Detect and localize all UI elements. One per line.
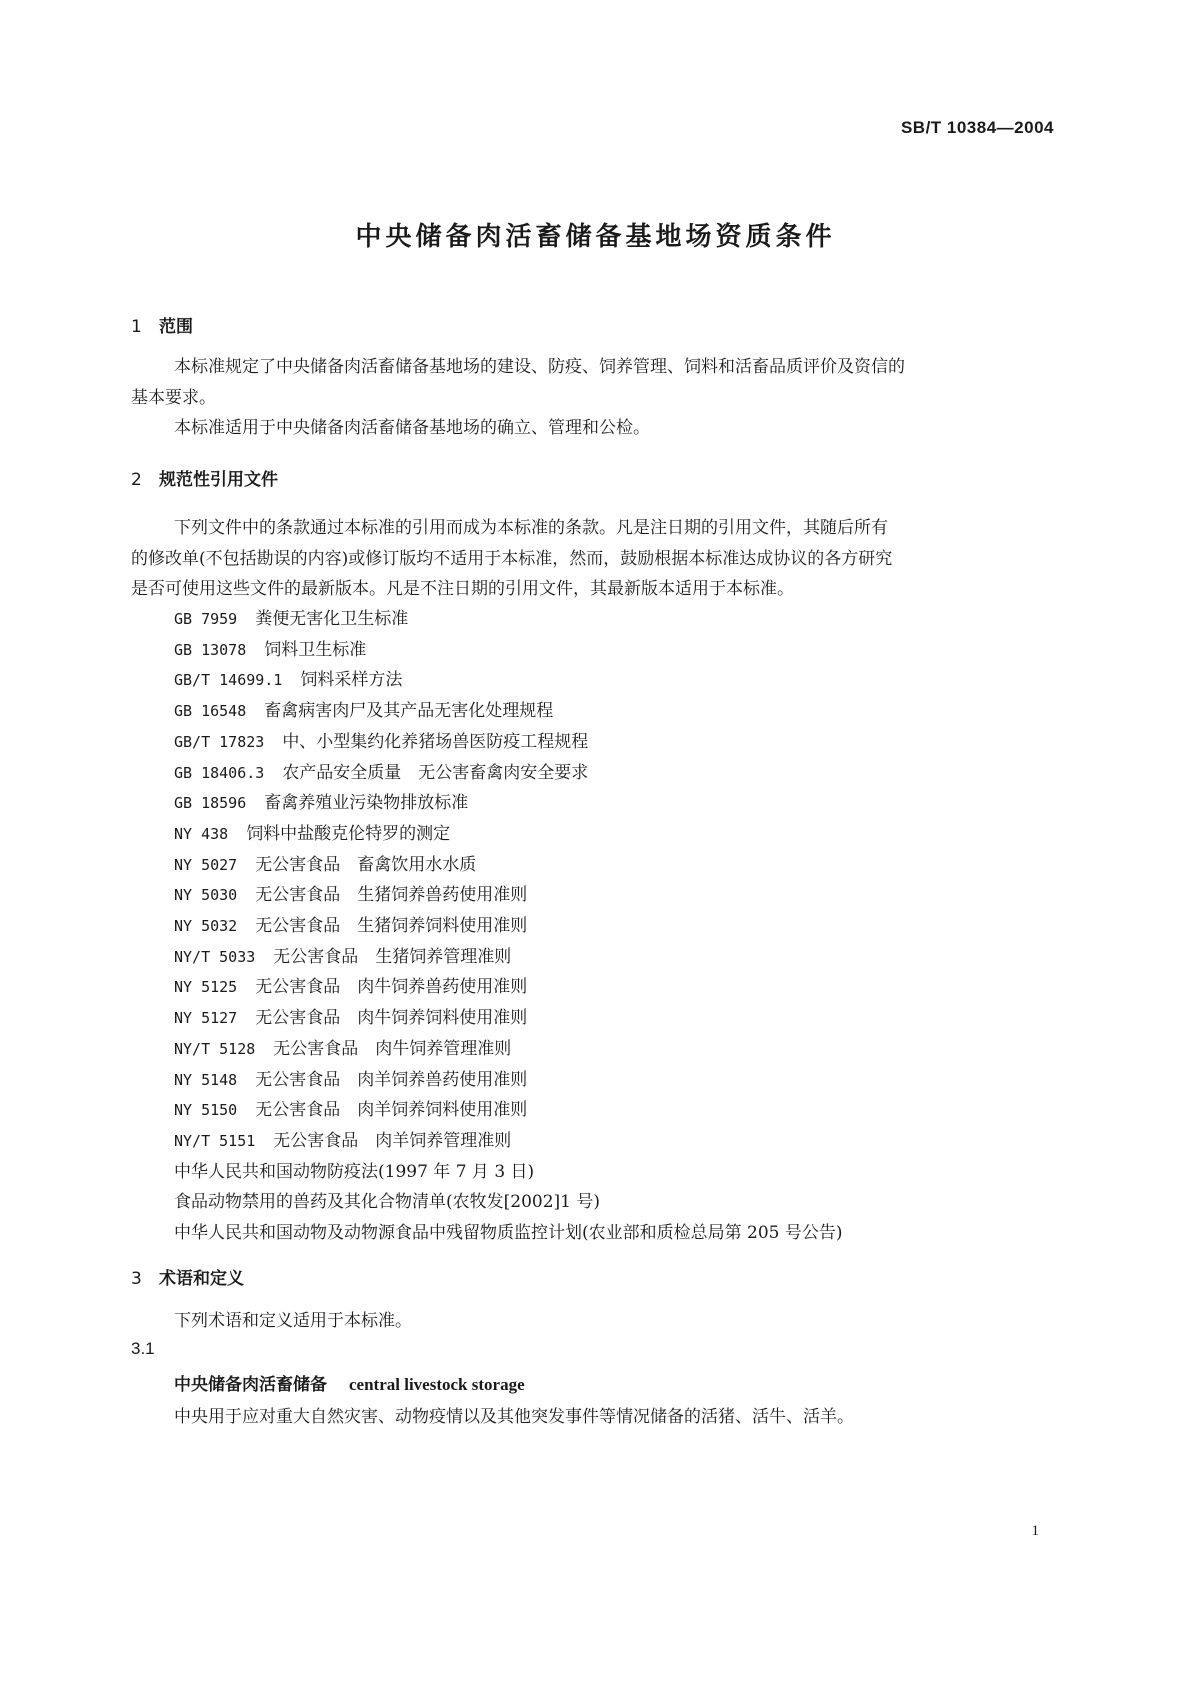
definition: 中央用于应对重大自然灾害、动物疫情以及其他突发事件等情况储备的活猪、活牛、活羊。	[174, 1407, 854, 1427]
reference-title: 畜禽养殖业污染物排放标准	[264, 793, 469, 813]
section-3-heading	[131, 1264, 244, 1289]
reference-item	[174, 819, 450, 844]
reference-title: 畜禽病害肉尸及其产品无害化处理规程	[264, 701, 554, 721]
paragraph: 本标准规定了中央储备肉活畜储备基地场的建设、防疫、饲养管理、饲料和活畜品质评价及资信的	[174, 357, 905, 377]
reference-code: NY 5030	[174, 886, 238, 904]
reference-code: NY 5148	[174, 1071, 238, 1089]
reference-title: 无公害食品 肉羊饲养管理准则	[273, 1131, 512, 1151]
section-title: 范围	[159, 317, 193, 337]
reference-title: 无公害食品 生猪饲养管理准则	[273, 947, 512, 967]
reference-item	[174, 880, 527, 905]
reference-code: NY 5125	[174, 978, 238, 996]
reference-code: GB 16548	[174, 702, 247, 720]
reference-law: 食品动物禁用的兽药及其化合物清单(农牧发[2002]1 号)	[174, 1192, 601, 1212]
reference-code: NY 438	[174, 825, 229, 843]
paragraph: 是否可使用这些文件的最新版本。凡是不注日期的引用文件，其最新版本适用于本标准。	[131, 579, 794, 599]
reference-code: NY 5127	[174, 1009, 238, 1027]
reference-item	[174, 850, 476, 875]
reference-item	[174, 788, 468, 813]
reference-title: 无公害食品 肉牛饲养兽药使用准则	[255, 977, 528, 997]
reference-item	[174, 635, 366, 660]
reference-item	[174, 727, 588, 752]
reference-code: GB 18596	[174, 794, 247, 812]
document-title: 中央储备肉活畜储备基地场资质条件	[355, 222, 836, 252]
reference-item	[174, 758, 588, 783]
clause-number: 3.1	[131, 1339, 155, 1358]
reference-item	[174, 696, 553, 721]
reference-code: NY/T 5128	[174, 1040, 256, 1058]
reference-code: NY/T 5151	[174, 1132, 256, 1150]
reference-title: 中、小型集约化养猪场兽医防疫工程规程	[282, 732, 589, 752]
reference-item	[174, 1034, 511, 1059]
reference-item	[174, 911, 527, 936]
term-heading	[174, 1370, 525, 1395]
reference-item	[174, 604, 408, 629]
section-number: 1	[131, 317, 142, 337]
reference-code: GB 13078	[174, 641, 247, 659]
reference-code: GB 18406.3	[174, 764, 265, 782]
reference-item	[174, 1065, 527, 1090]
paragraph: 基本要求。	[131, 388, 216, 408]
reference-title: 无公害食品 肉牛饲养饲料使用准则	[255, 1008, 528, 1028]
term-english: central livestock storage	[349, 1375, 525, 1394]
reference-title: 无公害食品 肉羊饲养饲料使用准则	[255, 1100, 528, 1120]
term-chinese: 中央储备肉活畜储备	[174, 1375, 327, 1395]
paragraph: 的修改单(不包括勘误的内容)或修订版均不适用于本标准，然而，鼓励根据本标准达成协议的各方研究	[131, 549, 893, 569]
reference-title: 饲料采样方法	[300, 670, 403, 690]
section-number: 3	[131, 1269, 142, 1289]
reference-title: 饲料中盐酸克伦特罗的测定	[246, 824, 451, 844]
section-1-heading	[131, 312, 193, 337]
reference-code: GB/T 17823	[174, 733, 265, 751]
reference-item	[174, 665, 402, 690]
reference-item	[174, 1095, 527, 1120]
reference-item	[174, 972, 527, 997]
reference-law: 中华人民共和国动物防疫法(1997 年 7 月 3 日)	[174, 1162, 535, 1182]
reference-title: 无公害食品 肉牛饲养管理准则	[273, 1039, 512, 1059]
reference-title: 无公害食品 生猪饲养兽药使用准则	[255, 885, 528, 905]
reference-law: 中华人民共和国动物及动物源食品中残留物质监控计划(农业部和质检总局第 205 号公告)	[174, 1223, 843, 1243]
reference-title: 饲料卫生标准	[264, 640, 367, 660]
reference-item	[174, 1126, 511, 1151]
reference-code: NY 5027	[174, 856, 238, 874]
standard-number: SB/T 10384—2004	[900, 118, 1054, 137]
paragraph: 下列文件中的条款通过本标准的引用而成为本标准的条款。凡是注日期的引用文件，其随后所有	[174, 518, 888, 538]
reference-code: GB 7959	[174, 610, 238, 628]
section-title: 规范性引用文件	[159, 470, 278, 490]
paragraph: 下列术语和定义适用于本标准。	[174, 1311, 412, 1331]
page-number: 1	[1031, 1523, 1039, 1539]
section-2-heading	[131, 465, 278, 490]
reference-code: NY 5032	[174, 917, 238, 935]
reference-title: 粪便无害化卫生标准	[255, 609, 409, 629]
reference-code: NY 5150	[174, 1101, 238, 1119]
section-title: 术语和定义	[159, 1269, 244, 1289]
reference-code: NY/T 5033	[174, 948, 256, 966]
reference-item	[174, 942, 511, 967]
reference-code: GB/T 14699.1	[174, 671, 283, 689]
reference-title: 农产品安全质量 无公害畜禽肉安全要求	[282, 763, 589, 783]
reference-title: 无公害食品 畜禽饮用水水质	[255, 855, 477, 875]
reference-item	[174, 1003, 527, 1028]
reference-title: 无公害食品 生猪饲养饲料使用准则	[255, 916, 528, 936]
reference-title: 无公害食品 肉羊饲养兽药使用准则	[255, 1070, 528, 1090]
paragraph: 本标准适用于中央储备肉活畜储备基地场的确立、管理和公检。	[174, 418, 650, 438]
section-number: 2	[131, 470, 142, 490]
